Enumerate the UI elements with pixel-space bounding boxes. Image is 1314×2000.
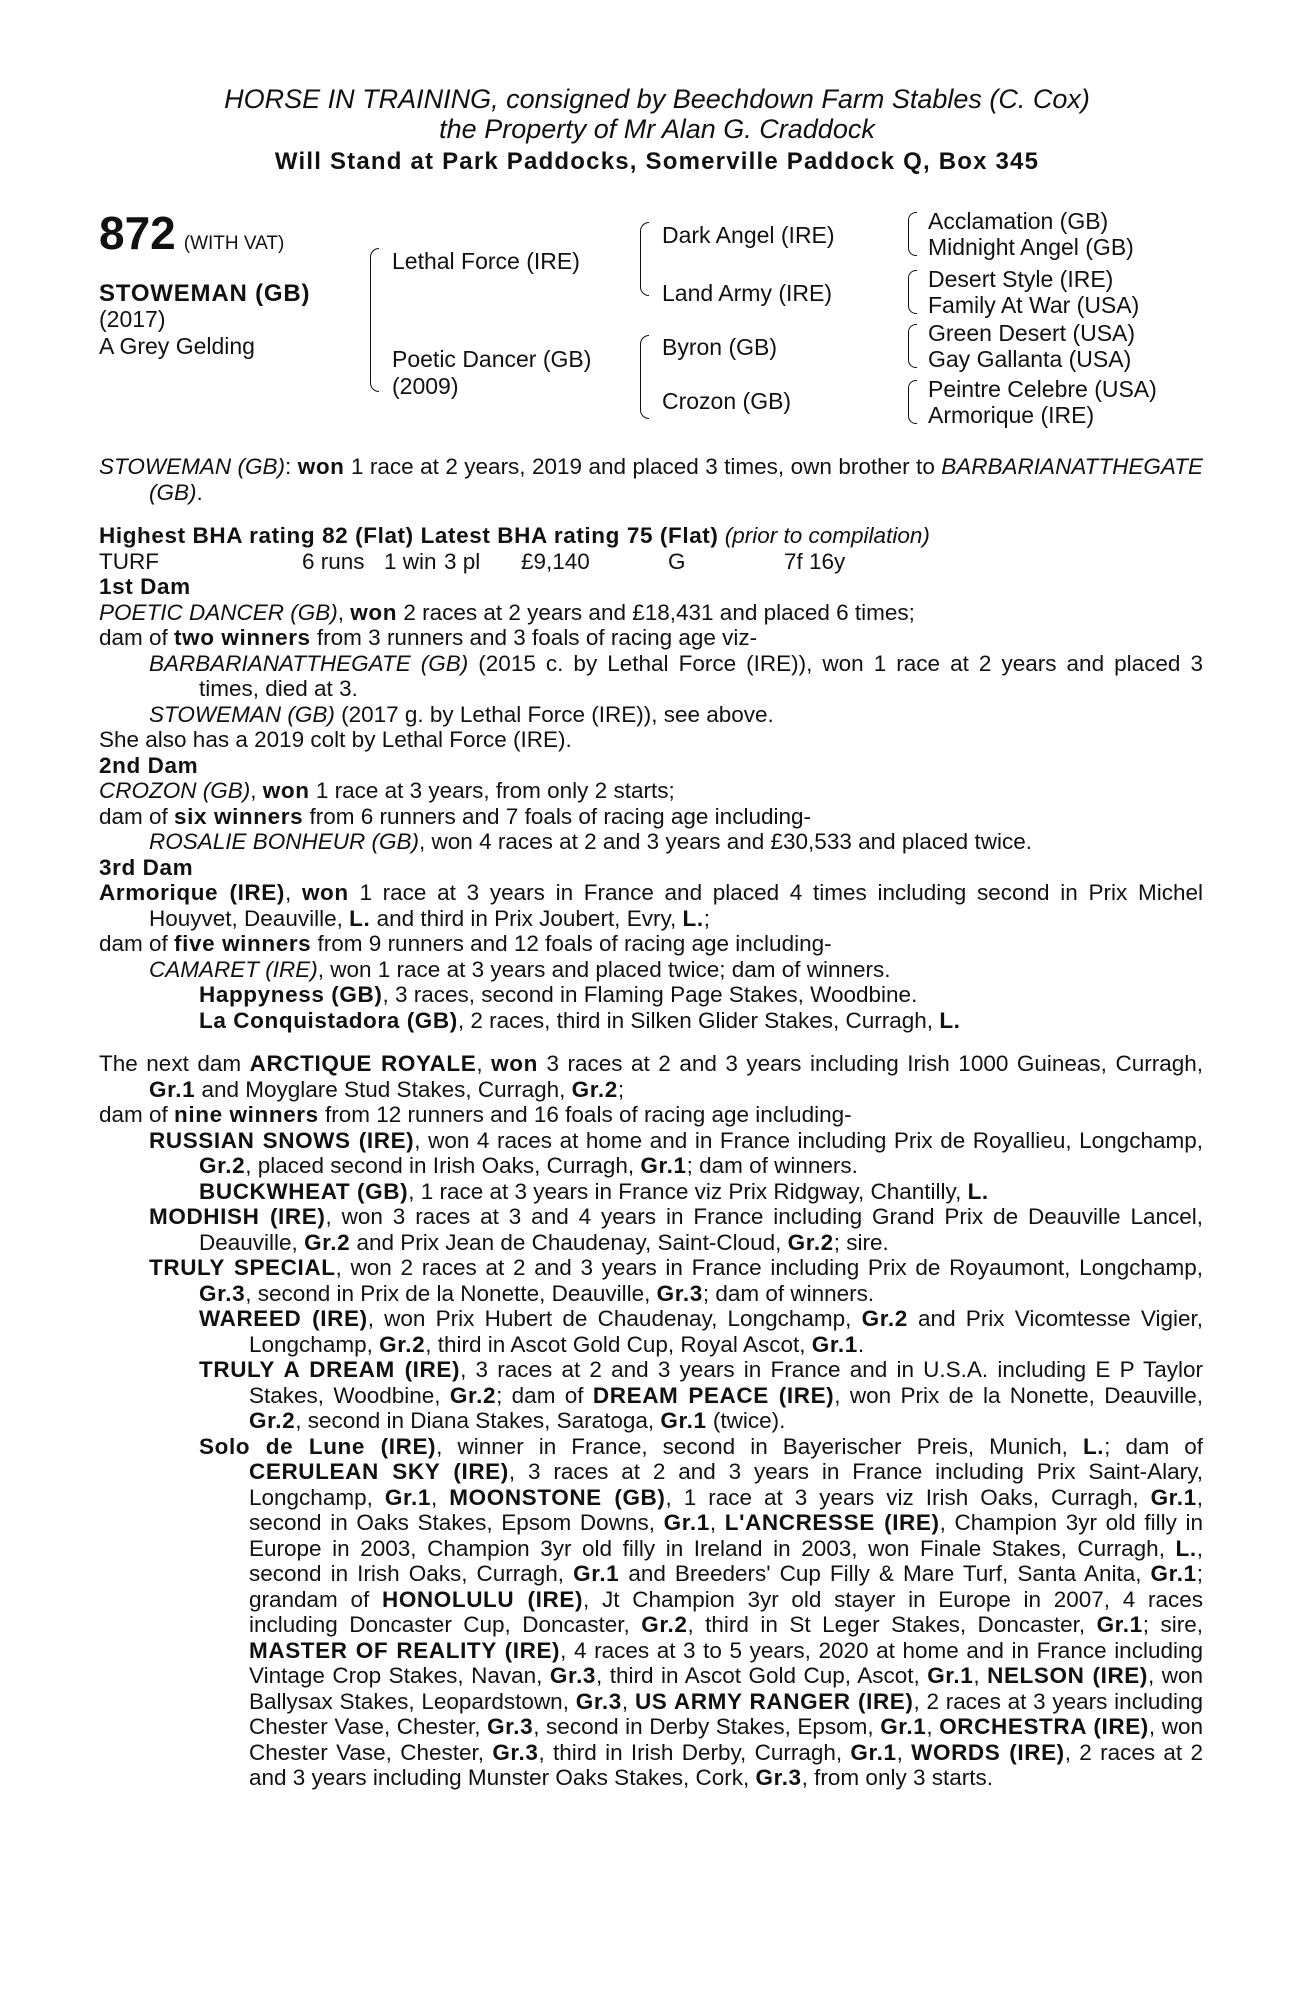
dam3-title: 3rd Dam [99,854,194,880]
lot-number: 872 (WITH VAT) [99,207,285,259]
pedigree-dam-sire: Byron (GB) [662,334,778,360]
progeny-russian-snows: RUSSIAN SNOWS (IRE), won 4 races at home and in France including Prix de Royallieu, Longchamp, Gr.2, placed second in Irish Oaks, Curragh, Gr.1; dam of winners. [149,1127,1203,1178]
dam1-produce: dam of two winners from 3 runners and 3 foals of racing age viz- [99,625,758,650]
dam3-grand-1: Happyness (GB), 3 races, second in Flaming Page Stakes, Woodbine. [199,982,918,1007]
dam1-progeny-2: STOWEMAN (GB) (2017 g. by Lethal Force (IRE)), see above. [149,701,774,727]
pedigree-brace-sire [640,222,649,296]
pedigree-sdd: Family At War (USA) [928,292,1140,318]
pedigree-brace-ss [908,212,917,256]
pedigree-brace-dam [640,335,649,419]
dam2-produce: dam of six winners from 6 runners and 7 foals of racing age including- [99,803,811,829]
pedigree-sds: Desert Style (IRE) [928,266,1114,292]
pedigree-brace-sd [908,270,917,314]
next-dam-produce: dam of nine winners from 12 runners and 16 foals of racing age including- [99,1102,852,1127]
dam1-title: 1st Dam [99,574,191,599]
race-record: TURF 6 runs 1 win 3 pl £9,140 G 7f 16y [99,548,846,574]
pedigree-dam: Poetic Dancer (GB) [392,346,592,372]
dam2-progeny-1: ROSALIE BONHEUR (GB), won 4 races at 2 and 3 years and £30,533 and placed twice. [149,829,1032,854]
catalogue-body [99,454,1203,1791]
rating-line: Highest BHA rating 82 (Flat) Latest BHA rating 75 (Flat) (prior to compilation) [99,523,930,548]
dam3-produce: dam of five winners from 9 runners and 12 foals of racing age including- [99,931,832,956]
pedigree-dds: Peintre Celebre (USA) [928,376,1157,402]
pedigree-ddd: Armorique (IRE) [928,402,1095,428]
dam2-title: 2nd Dam [99,752,199,778]
dam3-record: Armorique (IRE), won 1 race at 3 years in France and placed 4 times including second in Prix Michel Houyvet, Deauville, L. and third in Prix Joubert, Evry, L.; [99,880,1203,931]
dam1-also: She also has a 2019 colt by Lethal Force (IRE). [99,727,572,752]
pedigree-sire: Lethal Force (IRE) [392,248,580,274]
pedigree-brace-dd [908,380,917,424]
dam1-progeny-1: BARBARIANATTHEGATE (GB) (2015 c. by Lethal Force (IRE)), won 1 race at 2 years and placed 3 times, died at 3. [149,650,1203,701]
horse-name: STOWEMAN (GB) [99,280,311,307]
dam1-record: POETIC DANCER (GB), won 2 races at 2 years and £18,431 and placed 6 times; [99,599,915,625]
progeny-truly-a-dream: TRULY A DREAM (IRE), 3 races at 2 and 3 years in France and in U.S.A. including E P Taylor Stakes, Woodbine, Gr.2; dam of DREAM PEACE (IRE), won Prix de la Nonette, Deauville, Gr.2, second in Diana Stakes, Saratoga, Gr.1 (twice). [199,1357,1203,1433]
progeny-modhish: MODHISH (IRE), won 3 races at 3 and 4 years in France including Grand Prix de Deauville Lancel, Deauville, Gr.2 and Prix Jean de Chaudenay, Saint-Cloud, Gr.2; sire. [149,1204,1204,1255]
pedigree-dsd: Gay Gallanta (USA) [928,346,1132,372]
progeny-solo-de-lune: Solo de Lune (IRE), winner in France, second in Bayerischer Preis, Munich, L.; dam of CERULEAN SKY (IRE), 3 races at 2 and 3 years in France including Prix Saint-Alary, Longchamp, Gr.1, MOONSTONE (GB), 1 race at 3 years viz Irish Oaks, Curragh, Gr.1, second in Oaks Stakes, Epsom Downs, Gr.1, L'ANCRESSE (IRE), Champion 3yr old filly in Europe in 2003, Champion 3yr old filly in Ireland in 2003, won Finale Stakes, Curragh, L., second in Irish Oaks, Curragh, Gr.1 and Breeders' Cup Filly & Mare Turf, Santa Anita, Gr.1; grandam of HONOLULU (IRE), Jt Champion 3yr old stayer in Europe in 2007, 4 races including Doncaster Cup, Doncaster, Gr.2, third in St Leger Stakes, Doncaster, Gr.1; sire, MASTER OF REALITY (IRE), 4 races at 3 to 5 years, 2020 at home and in France including Vintage Crop Stakes, Navan, Gr.3, third in Ascot Gold Cup, Ascot, Gr.1, NELSON (IRE), won Ballysax Stakes, Leopardstown, Gr.3, US ARMY RANGER (IRE), 2 races at 3 years including Chester Vase, Chester, Gr.3, second in Derby Stakes, Epsom, Gr.1, ORCHESTRA (IRE), won Chester Vase, Chester, Gr.3, third in Irish Derby, Curragh, Gr.1, WORDS (IRE), 2 races at 2 and 3 years including Munster Oaks Stakes, Cork, Gr.3, from only 3 starts. [199,1433,1204,1790]
header-line-3: Will Stand at Park Paddocks, Somerville Paddock Q, Box 345 [274,148,1040,175]
horse-year: (2017) [99,306,166,332]
next-dam-record: The next dam ARCTIQUE ROYALE, won 3 races at 2 and 3 years including Irish 1000 Guineas, Curragh, Gr.1 and Moyglare Stud Stakes, Curragh, Gr.2; [99,1051,1203,1102]
pedigree-sire-dam: Land Army (IRE) [662,280,832,306]
pedigree-ssd: Midnight Angel (GB) [928,234,1134,260]
pedigree-dam-dam: Crozon (GB) [662,388,792,414]
header-line-1: HORSE IN TRAINING, consigned by Beechdown Farm Stables (C. Cox) [224,84,1090,114]
dam3-progeny-1: CAMARET (IRE), won 1 race at 3 years and placed twice; dam of winners. [149,956,891,982]
pedigree-sire-sire: Dark Angel (IRE) [662,222,835,248]
dam3-grand-2: La Conquistadora (GB), 2 races, third in Silken Glider Stakes, Curragh, L. [199,1007,961,1033]
pedigree-dam-year: (2009) [392,373,459,399]
summary: STOWEMAN (GB): won 1 race at 2 years, 2019 and placed 3 times, own brother to BARBARIANATTHEGATE (GB). [99,454,1203,505]
pedigree-brace-main [370,248,379,392]
pedigree-brace-ds [908,324,917,368]
progeny-wareed: WAREED (IRE), won Prix Hubert de Chaudenay, Longchamp, Gr.2 and Prix Vicomtesse Vigier, Longchamp, Gr.2, third in Ascot Gold Cup, Royal Ascot, Gr.1. [199,1306,1204,1357]
horse-description: A Grey Gelding [99,333,255,359]
vat-label: (WITH VAT) [183,233,285,254]
header-line-2: the Property of Mr Alan G. Craddock [439,114,875,144]
pedigree-sss: Acclamation (GB) [928,208,1109,234]
dam2-record: CROZON (GB), won 1 race at 3 years, from only 2 starts; [99,778,675,803]
progeny-buckwheat: BUCKWHEAT (GB), 1 race at 3 years in France viz Prix Ridgway, Chantilly, L. [199,1178,989,1204]
pedigree-dss: Green Desert (USA) [928,320,1136,346]
progeny-truly-special: TRULY SPECIAL, won 2 races at 2 and 3 years in France including Prix de Royaumont, Longchamp, Gr.3, second in Prix de la Nonette, Deauville, Gr.3; dam of winners. [149,1255,1203,1306]
